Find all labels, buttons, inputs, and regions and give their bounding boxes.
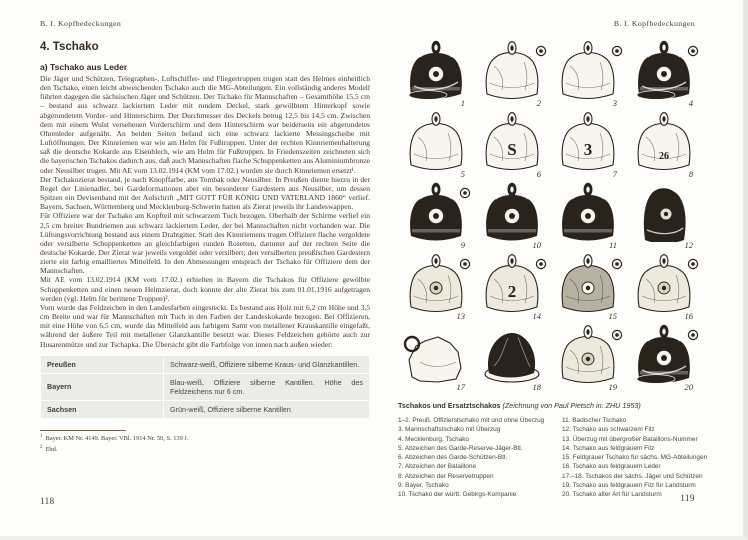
- figure-caption-credit: (Zeichnung von Paul Pietsch in: ZHU 1953): [500, 401, 641, 410]
- shako-drawing-icon: [626, 38, 702, 100]
- figure-legend-item: 3. Mannschaftstschako mit Überzug: [398, 426, 501, 434]
- plate-item-4: [626, 38, 702, 109]
- table-row: [41, 373, 370, 400]
- footnote: [40, 433, 370, 444]
- table-row: [41, 355, 370, 373]
- shako-drawing-icon: [474, 251, 550, 313]
- shako-drawing-icon: [550, 109, 626, 171]
- figure-legend-right-column: [562, 416, 708, 500]
- figure-legend-item: 8. Abzeichen der Reservetruppen: [398, 472, 494, 480]
- plate-item-16: [626, 251, 702, 322]
- paragraph: Der Tschakozierat bestand, je nach Knopffarbe, aus Tombak oder Neusilber. In Preußen diente hierzu in der Regel der Linienadler, bei Gardeformationen aber ein besonderer Gardestern aus Neusilber, um dessen Spitzen ein Devisenband mit der Aufschrift „MIT GOTT FÜR KÖNIG UND VATERLAND 1860“ verlief. Bayern, Sachsen, Württemberg und Mecklenburg-Schwerin hatten als Zierat jeweils ihr Landeswappen.: [40, 174, 370, 212]
- description-cell: Blau-weiß, Offiziere silberne Kantillen. Höhe des Feldzeichens nur 6 cm.: [164, 373, 370, 400]
- plate-item-number: 9: [460, 240, 465, 250]
- state-cell: Preußen: [41, 355, 164, 373]
- svg-text:26: 26: [659, 151, 669, 162]
- plate-item-11: [550, 180, 626, 251]
- shako-drawing-icon: [550, 251, 626, 313]
- svg-text:2: 2: [507, 282, 517, 301]
- shako-drawing-icon: [474, 180, 550, 242]
- svg-text:S: S: [507, 140, 517, 159]
- paragraph: Vorn wurde das Feldzeichen in den Landesfarben eingesteckt. Es bestand aus Holz mit 6,2 cm Höhe und 3,5 cm Breite und war für Mannschaften mit Tuch in den Farben der Landeskokarde bezogen. Bei Offizieren, mit eine Höhe von 6,5 cm, wurde das Mittelfeld aus farbigem Samt von metallener Krauskantille eingefaßt, während der äußere Teil mit metallener Glanzkantille besetzt war. Dieses Feldzeichen gehörte auch zur Husarenmütze und zur Tschapka. Die Übersicht gibt die Farbfolge von innen nach außen wieder:: [40, 302, 370, 349]
- shako-drawing-icon: [398, 109, 474, 171]
- figure-legend-item: 16. Tschako aus feldgrauem Leder: [562, 463, 661, 471]
- figure-legend-left-column: [398, 416, 562, 500]
- figure-caption-title: Tschakos und Ersatztschakos: [398, 401, 501, 410]
- plate-item-8: [626, 109, 702, 180]
- body-text: [40, 74, 370, 455]
- footnote-marker: 1: [40, 434, 43, 440]
- figure-legend: [398, 416, 708, 500]
- plate-item-number: 18: [532, 382, 541, 392]
- svg-text:3: 3: [583, 140, 593, 159]
- page-right: [398, 0, 708, 540]
- plate-item-5: [398, 109, 474, 180]
- plate-item-19: [550, 322, 626, 393]
- figure-legend-item: 11. Badischer Tschako: [562, 417, 627, 424]
- figure-legend-item: 14. Tschako aus feldgrauem Filz: [562, 444, 655, 452]
- plate-item-12: [626, 180, 702, 251]
- plate-item-1: [398, 38, 474, 109]
- plate-item-17: [398, 322, 474, 393]
- plate-item-9: [398, 180, 474, 251]
- paragraph: Mit AE vom 13.02.1914 (KM vom 17.02.) erhielten in Bayern die Tschakos für Offiziere gewölbte Schuppenketten und einen neuen Helmzierat, doch konnte der alte Zierat bis zum 01.01.1916 aufgetragen werden (vgl. Helm für berittene Truppen)².: [40, 275, 370, 303]
- shako-drawing-icon: [626, 322, 702, 384]
- page-left: [40, 0, 370, 540]
- figure-legend-item: 9. Bayer. Tschako: [398, 482, 449, 490]
- plate-item-number: 19: [608, 382, 617, 392]
- shako-drawing-icon: [398, 322, 474, 384]
- shako-drawing-icon: [398, 38, 474, 100]
- footnote-text: Ebd.: [45, 446, 58, 454]
- plate-item-number: 16: [684, 311, 693, 321]
- plate-item-number: 20: [684, 382, 693, 392]
- page-number-left: 118: [40, 496, 55, 506]
- figure-legend-item: 6. Abzeichen des Garde-Schützen-Btl.: [398, 454, 508, 462]
- shako-drawing-icon: [474, 322, 550, 384]
- plate-item-number: 4: [688, 98, 693, 108]
- plate-item-number: 17: [456, 382, 465, 392]
- shako-drawing-icon: [398, 180, 474, 242]
- plate-item-number: 1: [460, 98, 465, 108]
- running-head-left: B. I. Kopfbedeckungen: [40, 19, 122, 28]
- paragraph: Für Offiziere war der Tschako am Kopfteil mit schwarzem Tuch bezogen. Oberhalb der Schirme verlief ein 2,5 cm breiter Bundriemen aus schwarz lackiertem Leder, der bei Mannschaften nicht vorhanden war. Die Lüftungsvorrichtung bestand aus einem Drahtgitter. Statt des Kinnriemens trugen Offiziere flache vergoldete oder versilberte Schuppenketten an gleichfarbigen runden Rosetten, darunter auf der rechten Seite die deutsche Kokarde. Der Zierat war jeweils vergoldet oder versilbert; den versilberten preußischen Gardestern zierte ein farbig emailliertes Mittelfeld. In den Abmessungen entsprach der Tschako für Offiziere dem der Mannschaften.: [40, 211, 370, 276]
- description-cell: Schwarz-weiß, Offiziere silberne Kraus- und Glanzkantillen.: [164, 355, 370, 373]
- shako-drawing-icon: [626, 251, 702, 313]
- state-cell: Bayern: [41, 373, 164, 400]
- figure-legend-item: 7. Abzeichen der Bataillone: [398, 463, 477, 471]
- plate-item-number: 15: [608, 311, 617, 321]
- plate-item-7: [550, 109, 626, 180]
- shako-drawing-icon: [398, 251, 474, 313]
- footnote-text: Bayer. KM Nr. 4149. Bayer. VBl. 1914 Nr. 50, S. 139 f.: [45, 435, 189, 443]
- plate-item-3: [550, 38, 626, 109]
- page-number-right: 119: [680, 493, 695, 503]
- table-row: [41, 401, 370, 419]
- plate-item-number: 12: [684, 240, 693, 250]
- figure-legend-item: 19. Tschako aus feldgrauem Filz für Landsturm: [562, 482, 696, 490]
- figure-legend-item: 15. Feldgrauer Tschako für sächs. MG-Abteilungen: [562, 454, 708, 462]
- paragraph: Die Jäger und Schützen, Telegraphen-, Luftschiffer- und Fliegertruppen trugen statt des Helmes einheitlich den Tschako, einen leicht abweichenden Tschako auch die MG-Abteilungen. Ein vollständig anderes Modell führten dagegen die sächsischen Jäger und Schützen. Der Tschako für Mannschaften – Gesamthöhe 15,5 cm – bestand aus schwarz lackiertem Leder mit rundem Deckel, stark gewölbtem Hinterkopf sowie abgerundetem Vorder- und Hinterschirm. Der Durchmesser des Deckels betrug 12,5 bis 14,5 cm. Zwischen dem mit einem Wulst versehenen Vorderschirm und dem Hinterschirm war beiderseits ein abgerundetes Ohrenleder aufgenäht. An beiden Seiten befand sich eine schwarz lackierte Messingscheibe mit Luftöffnungen. Der Kinnriemen war wie am Helm für Fußtruppen. Unter der rechten Kinnriemenhalterung saß die deutsche Kokarde aus Eisenblech, wie am Helm für Fußtruppen. In Friedenszeiten zeichneten sich die bayerischen Tschakos dadurch aus, daß auch Mannschaften flache Schuppenketten aus Aluminiumbronze oder Neusilber trugen. Mit AE vom 13.02.1914 (KM vom 17.02.) wurden sie durch Kinnriemen ersetzt¹.: [40, 74, 370, 175]
- figure-legend-item: 17.–18. Tschakos der sächs. Jäger und Schützen: [562, 472, 703, 480]
- plate-item-number: 6: [536, 169, 541, 179]
- plate-item-2: [474, 38, 550, 109]
- shako-drawing-icon: [474, 109, 550, 171]
- figure-legend-item: 20. Tschako alter Art für Landsturm: [562, 491, 662, 499]
- shako-drawing-icon: [626, 109, 702, 171]
- figure-caption: [398, 401, 703, 410]
- figure-legend-item: 12. Tschako aus schwarzem Filz: [562, 426, 655, 434]
- shako-drawing-icon: [550, 180, 626, 242]
- section-title: a) Tschako aus Leder: [40, 62, 128, 72]
- plate-item-number: 5: [460, 169, 465, 179]
- plate-item-14: [474, 251, 550, 322]
- footnotes: [40, 433, 370, 454]
- plate-item-15: [550, 251, 626, 322]
- plate-item-number: 8: [688, 169, 693, 179]
- figure-legend-item: 13. Überzug mit übergroßer Bataillons-Nummer: [562, 435, 698, 443]
- plate-item-18: [474, 322, 550, 393]
- plate-item-13: [398, 251, 474, 322]
- plate-item-number: 10: [532, 240, 541, 250]
- plate-item-20: [626, 322, 702, 393]
- plate-item-10: [474, 180, 550, 251]
- figure-legend-item: 5. Abzeichen des Garde-Reserve-Jäger-Btl.: [398, 444, 523, 452]
- shako-drawing-icon: [626, 180, 702, 242]
- plate-item-number: 11: [609, 240, 617, 250]
- tschako-plate-illustration: [398, 38, 702, 393]
- footnote: [40, 444, 370, 455]
- plate-item-number: 7: [612, 169, 617, 179]
- plate-item-number: 3: [612, 98, 617, 108]
- plate-item-6: [474, 109, 550, 180]
- description-cell: Grün-weiß, Offiziere silberne Kantillen: [164, 401, 370, 419]
- shako-drawing-icon: [550, 322, 626, 384]
- figure-legend-item: 1–2. Preuß. Offizierstschako mit und ohne Überzug: [398, 417, 545, 424]
- plate-item-number: 13: [456, 311, 465, 321]
- state-cell: Sachsen: [41, 401, 164, 419]
- footnote-marker: 2: [40, 445, 43, 451]
- shako-drawing-icon: [474, 38, 550, 100]
- figure-legend-item: 4. Mecklenburg. Tschako: [398, 435, 470, 443]
- plate-item-number: 14: [532, 311, 541, 321]
- feldzeichen-color-table: [40, 355, 370, 420]
- chapter-title: 4. Tschako: [40, 41, 99, 53]
- footnote-rule: [40, 430, 126, 431]
- plate-item-number: 2: [536, 98, 541, 108]
- figure-legend-item: 10. Tschako der württ. Gebirgs-Kompanie: [398, 491, 517, 499]
- running-head-right: B. I. Kopfbedeckungen: [613, 19, 695, 28]
- shako-drawing-icon: [550, 38, 626, 100]
